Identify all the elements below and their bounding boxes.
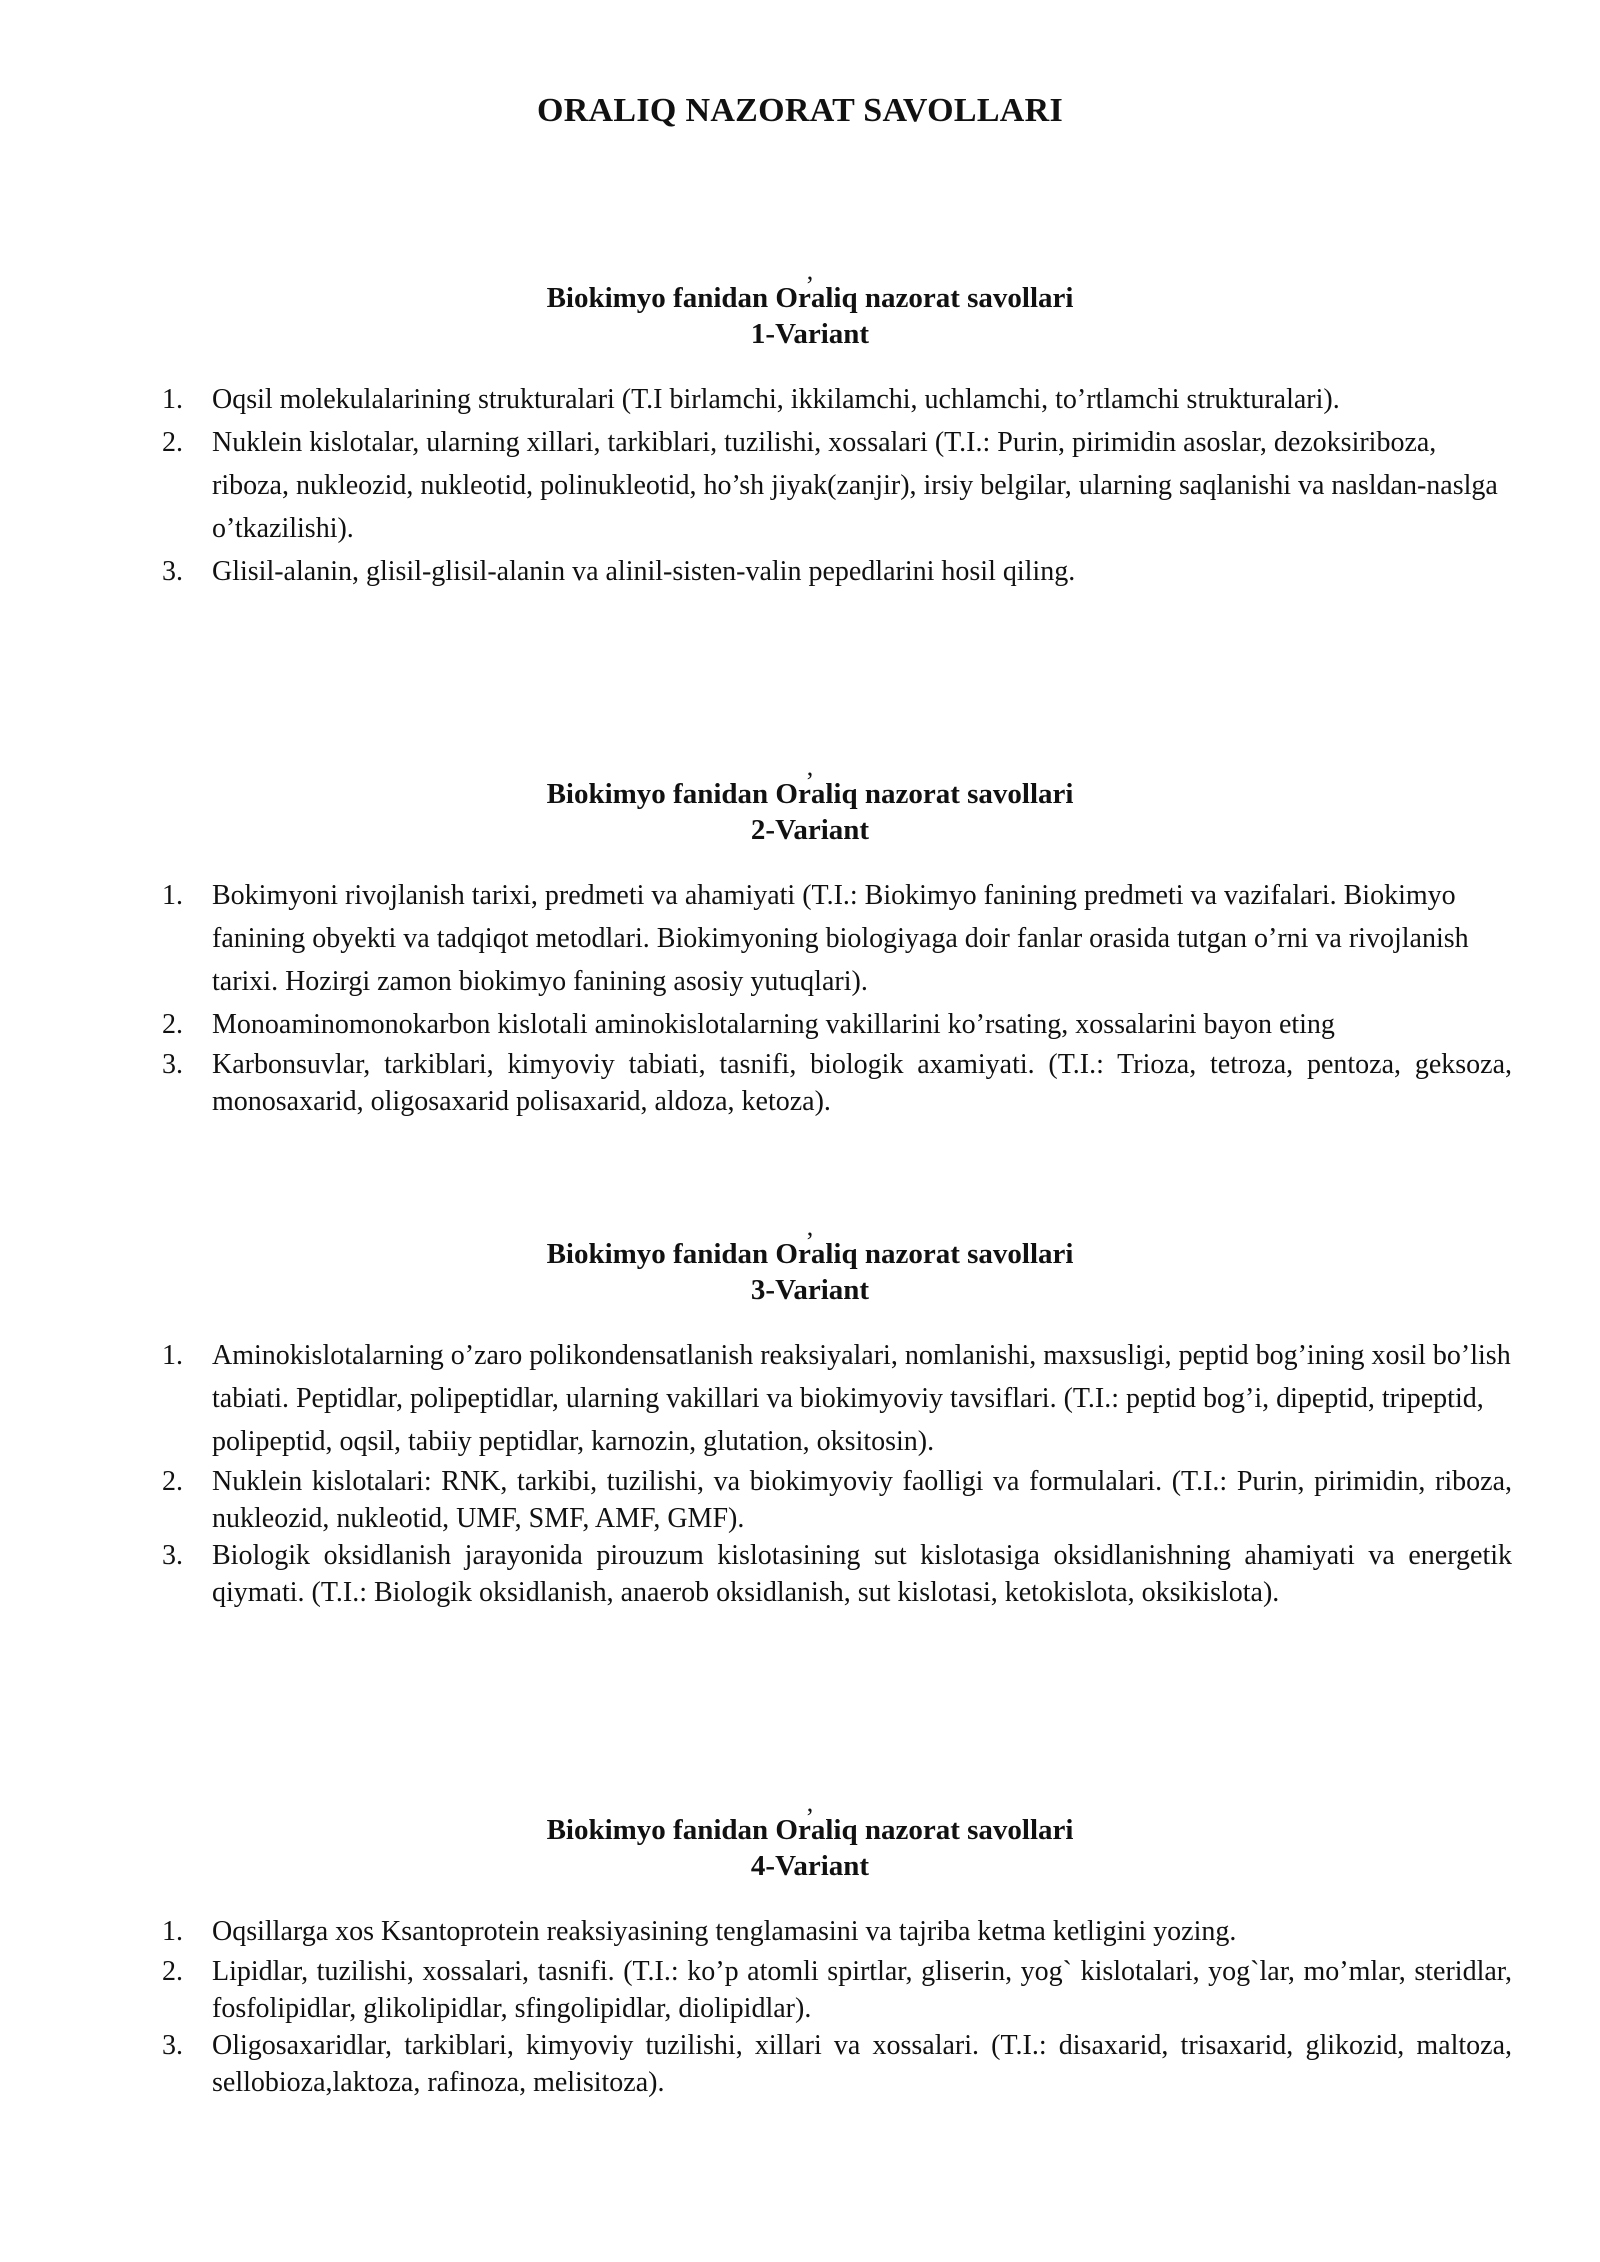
question-number: 1.: [162, 1916, 183, 1947]
question-text: Oqsillarga xos Ksantoprotein reaksiyasining tenglamasini va tajriba ketma ketligini yozing.: [212, 1916, 1237, 1947]
variant-mark: ,: [806, 752, 814, 781]
question-item: [0, 550, 1512, 593]
question-number: 3.: [162, 1540, 183, 1571]
variant-section: [0, 754, 1600, 1120]
question-text: Aminokislotalarning o’zaro polikondensatlanish reaksiyalari, nomlanishi, maxsusligi, peptid bog’ining xosil bo’lish tabiati. Peptidlar, polipeptidlar, ularning vakillari va biokimyoviy tavsiflari. (T.I.: peptid bog’i, dipeptid, tripeptid, polipeptid, oqsil, tabiiy peptidlar, karnozin, glutation, oksitosin).: [212, 1340, 1511, 1457]
question-number: 3.: [162, 556, 183, 587]
variant-heading: Biokimyo fanidan Oraliq nazorat savollari: [546, 1238, 1074, 1270]
question-text: Nuklein kislotalar, ularning xillari, tarkiblari, tuzilishi, xossalari (T.I.: Purin, pirimidin asoslar, dezoksiriboza, riboza, nukleozid, nukleotid, polinukleotid, ho’sh jiyak(zanjir), irsiy belgilar, ularning saqlanishi va nasldan-naslga o’tkazilishi).: [212, 427, 1498, 544]
variant-label: 2-Variant: [750, 814, 870, 846]
variant-section: [0, 1790, 1600, 2101]
question-item: [0, 1046, 1512, 1120]
question-list: [0, 378, 1600, 593]
question-text: Monoaminomonokarbon kislotali aminokislotalarning vakillarini ko’rsating, xossalarini bayon eting: [212, 1009, 1335, 1040]
variant-section: [0, 1214, 1600, 1611]
variant-heading: Biokimyo fanidan Oraliq nazorat savollari: [546, 282, 1074, 314]
question-text: Lipidlar, tuzilishi, xossalari, tasnifi. (T.I.: ko’p atomli spirtlar, gliserin, yog` kislotalari, yog`lar, mo’mlar, steridlar, fosfolipidlar, glikolipidlar, sfingolipidlar, diolipidlar).: [212, 1956, 1512, 2024]
question-item: [0, 1463, 1512, 1537]
question-item: [0, 1334, 1512, 1463]
question-item: [0, 421, 1512, 550]
question-number: 2.: [162, 1956, 183, 1987]
question-item: [0, 1910, 1512, 1953]
question-text: Bokimyoni rivojlanish tarixi, predmeti va ahamiyati (T.I.: Biokimyo fanining predmeti va vazifalari. Biokimyo fanining obyekti va tadqiqot metodlari. Biokimyoning biologiyaga doir fanlar orasida tutgan o’rni va rivojlanish tarixi. Hozirgi zamon biokimyo fanining asosiy yutuqlari).: [212, 880, 1469, 997]
question-number: 2.: [162, 427, 183, 458]
variant-label: 1-Variant: [750, 318, 870, 350]
question-list: [0, 1910, 1600, 2101]
question-text: Nuklein kislotalari: RNK, tarkibi, tuzilishi, va biokimyoviy faolligi va formulalari. (T.I.: Purin, pirimidin, riboza, nukleozid, nukleotid, UMF, SMF, AMF, GMF).: [212, 1466, 1512, 1534]
question-text: Oqsil molekulalarining strukturalari (T.I birlamchi, ikkilamchi, uchlamchi, to’rtlamchi strukturalari).: [212, 384, 1340, 415]
question-item: [0, 874, 1512, 1003]
question-number: 1.: [162, 1340, 183, 1371]
question-text: Oligosaxaridlar, tarkiblari, kimyoviy tuzilishi, xillari va xossalari. (T.I.: disaxarid, trisaxarid, glikozid, maltoza, sellobioza,laktoza, rafinoza, melisitoza).: [212, 2030, 1512, 2098]
question-number: 2.: [162, 1466, 183, 1497]
variant-mark: ,: [806, 1788, 814, 1817]
variant-label: 4-Variant: [750, 1850, 870, 1882]
question-list: [0, 1334, 1600, 1611]
question-number: 1.: [162, 880, 183, 911]
question-number: 1.: [162, 384, 183, 415]
variant-mark: ,: [806, 256, 814, 285]
question-number: 3.: [162, 2030, 183, 2061]
question-text: Karbonsuvlar, tarkiblari, kimyoviy tabiati, tasnifi, biologik axamiyati. (T.I.: Trioza, tetroza, pentoza, geksoza, monosaxarid, oligosaxarid polisaxarid, aldoza, ketoza).: [212, 1049, 1512, 1117]
question-list: [0, 874, 1600, 1120]
question-text: Biologik oksidlanish jarayonida pirouzum kislotasining sut kislotasiga oksidlanishning ahamiyati va energetik qiymati. (T.I.: Biologik oksidlanish, anaerob oksidlanish, sut kislotasi, ketokislota, oksikislota).: [212, 1540, 1512, 1608]
question-item: [0, 2027, 1512, 2101]
question-text: Glisil-alanin, glisil-glisil-alanin va alinil-sisten-valin pepedlarini hosil qiling.: [212, 556, 1076, 587]
page-title: ORALIQ NAZORAT SAVOLLARI: [536, 92, 1064, 129]
question-item: [0, 1953, 1512, 2027]
question-number: 3.: [162, 1049, 183, 1080]
question-number: 2.: [162, 1009, 183, 1040]
question-item: [0, 1003, 1512, 1046]
variant-label: 3-Variant: [750, 1274, 870, 1306]
variant-heading: Biokimyo fanidan Oraliq nazorat savollari: [546, 778, 1074, 810]
variant-mark: ,: [806, 1212, 814, 1241]
variant-heading: Biokimyo fanidan Oraliq nazorat savollari: [546, 1814, 1074, 1846]
question-item: [0, 378, 1512, 421]
question-item: [0, 1537, 1512, 1611]
variant-section: [0, 258, 1600, 593]
